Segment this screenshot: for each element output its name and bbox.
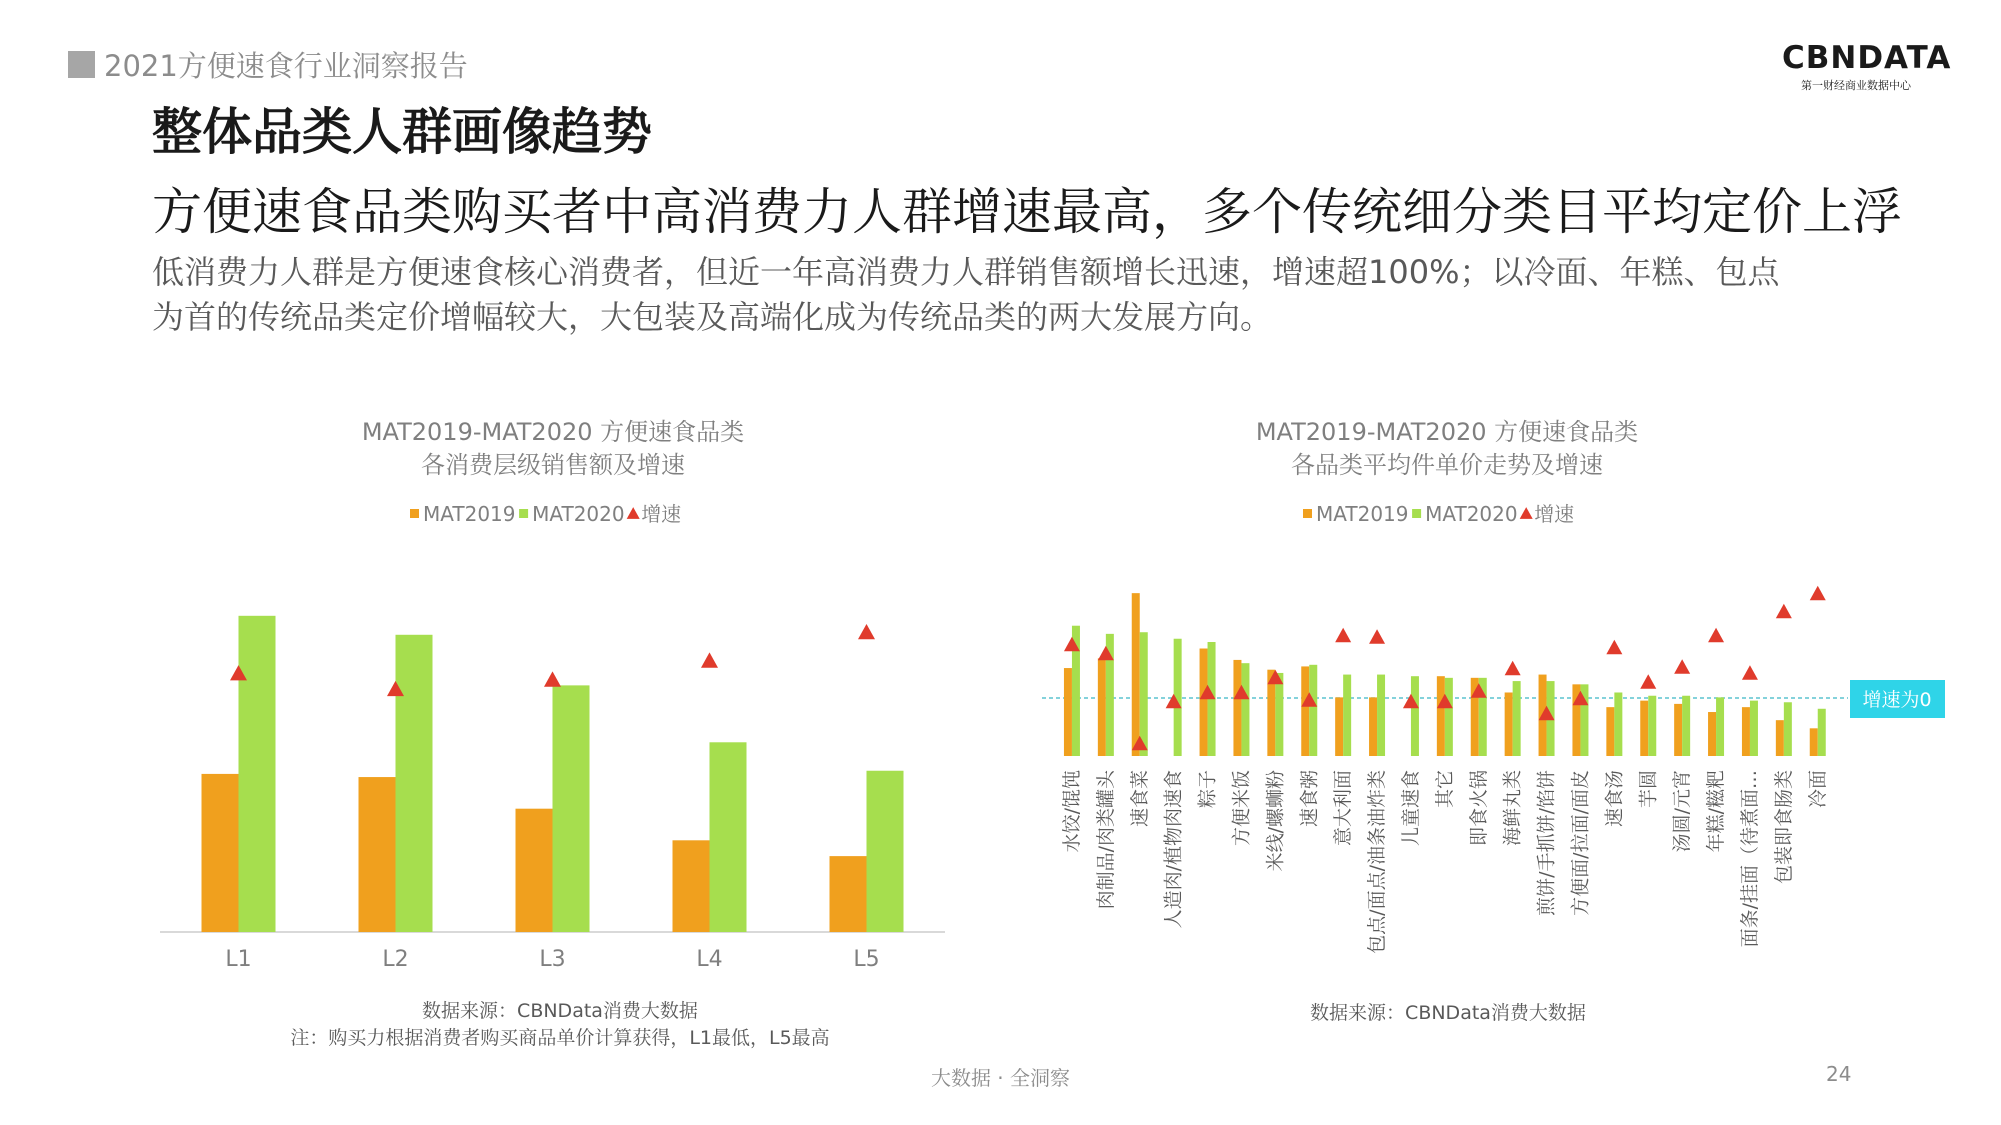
x-tick-label: 米线/螺蛳粉 <box>1264 770 1287 872</box>
bar-mat2020 <box>1343 675 1351 756</box>
bar-mat2020 <box>1241 663 1249 756</box>
bar-mat2019 <box>673 840 710 932</box>
legend-label: MAT2019 <box>1316 502 1409 526</box>
growth-marker <box>1810 586 1826 600</box>
bar-mat2019 <box>1064 668 1072 756</box>
bar-mat2019 <box>1200 649 1208 756</box>
x-tick-label: 粽子 <box>1196 770 1219 809</box>
chart-title-line: MAT2019-MAT2020 方便速食品类 <box>1255 418 1639 446</box>
logo-sub-text: 第一财经商业数据中心 <box>1801 79 1911 92</box>
bar-mat2020 <box>1614 692 1622 756</box>
bar-mat2020 <box>1648 696 1656 756</box>
bar-mat2019 <box>1606 707 1614 756</box>
bar-mat2019 <box>202 774 239 932</box>
growth-marker <box>544 671 561 686</box>
x-tick-label: 速食汤 <box>1603 770 1626 828</box>
x-tick-label: 年糕/糍粑 <box>1705 770 1728 853</box>
page-heading: 整体品类人群画像趋势 <box>152 103 652 161</box>
bar-mat2019 <box>1335 697 1343 756</box>
bar-mat2019 <box>1301 666 1309 756</box>
legend-swatch <box>410 509 419 518</box>
bar-mat2019 <box>1369 697 1377 756</box>
bar-mat2019 <box>1098 658 1106 756</box>
left-chart-source <box>160 998 960 1052</box>
legend-label: MAT2020 <box>532 502 625 526</box>
x-tick-label: 人造肉/植物肉速食 <box>1162 770 1185 929</box>
x-tick-label: 儿童速食 <box>1399 770 1422 847</box>
bar-mat2020 <box>1682 696 1690 756</box>
report-title: 2021方便速食行业洞察报告 <box>104 49 468 83</box>
bar-mat2020 <box>1140 632 1148 756</box>
legend-label: 增速 <box>641 502 682 526</box>
bar-mat2020 <box>1411 676 1419 756</box>
bar-mat2019 <box>830 856 867 932</box>
x-tick-label: 速食菜 <box>1128 770 1151 828</box>
bar-mat2020 <box>710 742 747 932</box>
bar-mat2020 <box>239 616 276 932</box>
x-tick-label: 水饺/馄饨 <box>1060 770 1083 853</box>
bar-mat2020 <box>1309 665 1317 756</box>
bar-mat2020 <box>867 771 904 932</box>
bar-mat2020 <box>1513 681 1521 756</box>
bar-mat2020 <box>1445 678 1453 756</box>
x-tick-label: L1 <box>225 947 252 972</box>
page-number: 24 <box>1826 1062 1852 1086</box>
bar-mat2019 <box>1640 701 1648 756</box>
x-tick-label: L3 <box>539 947 566 972</box>
bar-mat2019 <box>1742 707 1750 756</box>
growth-marker <box>858 624 875 639</box>
bar-mat2019 <box>1708 712 1716 756</box>
x-tick-label: 速食粥 <box>1298 770 1321 828</box>
bar-mat2020 <box>396 635 433 932</box>
x-tick-label: 芋圆 <box>1637 770 1660 809</box>
growth-marker <box>1505 661 1521 675</box>
zero-growth-label: 增速为0 <box>1862 689 1932 711</box>
legend-swatch <box>1303 509 1312 518</box>
x-tick-label: 面条/挂面（待煮面… <box>1738 770 1761 948</box>
bar-mat2020 <box>1275 673 1283 756</box>
bar-mat2020 <box>1750 701 1758 756</box>
legend-swatch <box>1412 509 1421 518</box>
x-tick-label: 肉制品/肉类罐头 <box>1094 770 1117 910</box>
bar-mat2020 <box>553 685 590 932</box>
x-tick-label: 其它 <box>1433 770 1456 809</box>
growth-marker <box>1742 665 1758 679</box>
right-chart-source: 数据来源：CBNData消费大数据 <box>1310 1002 1586 1024</box>
x-tick-label: 即食火锅 <box>1467 770 1490 847</box>
bar-mat2020 <box>1377 675 1385 756</box>
x-tick-label: 包装即食肠类 <box>1772 770 1795 885</box>
x-tick-label: L2 <box>382 947 409 972</box>
bar-mat2020 <box>1784 702 1792 756</box>
growth-marker <box>1640 674 1656 688</box>
growth-marker <box>701 652 718 667</box>
x-tick-label: 煎饼/手抓饼/馅饼 <box>1535 770 1558 916</box>
growth-marker <box>1674 659 1690 673</box>
growth-marker <box>1369 629 1385 643</box>
legend-swatch <box>519 509 528 518</box>
x-tick-label: 海鲜丸类 <box>1501 770 1524 847</box>
description-line: 为首的传统品类定价增幅较大，大包装及高端化成为传统品类的两大发展方向。 <box>152 298 1273 336</box>
x-tick-label: 方便面/拉面/面皮 <box>1569 770 1592 916</box>
legend-label: MAT2019 <box>423 502 516 526</box>
x-tick-label: 冷面 <box>1806 770 1829 809</box>
bar-mat2020 <box>1818 709 1826 756</box>
bar-mat2019 <box>1132 593 1140 756</box>
bar-mat2019 <box>359 777 396 932</box>
bar-mat2019 <box>1810 728 1818 756</box>
x-tick-label: L5 <box>853 947 880 972</box>
bar-mat2020 <box>1716 697 1724 756</box>
bar-mat2019 <box>1437 676 1445 756</box>
bar-mat2019 <box>1776 720 1784 756</box>
chart-title-line: MAT2019-MAT2020 方便速食品类 <box>361 418 745 446</box>
x-tick-label: 汤圆/元宵 <box>1671 770 1694 853</box>
chart-title-line: 各品类平均件单价走势及增速 <box>1291 451 1603 479</box>
growth-marker <box>1335 628 1351 642</box>
x-tick-label: 包点/面点/油条油炸类 <box>1366 770 1389 954</box>
legend-triangle-icon <box>627 507 640 519</box>
growth-marker <box>1776 604 1792 618</box>
legend-triangle-icon <box>1520 507 1533 519</box>
growth-marker <box>1606 640 1622 654</box>
footer-tagline: 大数据 · 全洞察 <box>930 1066 1071 1090</box>
bar-mat2019 <box>1505 692 1513 756</box>
left-source-text: 数据来源：CBNData消费大数据 <box>422 1000 698 1022</box>
chart-title-line: 各消费层级销售额及增速 <box>421 451 685 479</box>
x-tick-label: 意大利面 <box>1332 770 1355 847</box>
x-tick-label: L4 <box>696 947 723 972</box>
bar-mat2019 <box>516 809 553 932</box>
bar-mat2019 <box>1674 704 1682 756</box>
description-line: 低消费力人群是方便速食核心消费者，但近一年高消费力人群销售额增长迅速，增速超100%；以冷面、年糕、包点 <box>152 253 1780 291</box>
logo-main-text: CBNDATA <box>1782 40 1952 76</box>
page-subheading: 方便速食品类购买者中高消费力人群增速最高，多个传统细分类目平均定价上浮 <box>152 183 1902 241</box>
x-tick-label: 方便米饭 <box>1230 770 1253 847</box>
bar-mat2019 <box>1233 660 1241 756</box>
left-note-text: 注：购买力根据消费者购买商品单价计算获得，L1最低，L5最高 <box>290 1027 830 1049</box>
legend-label: MAT2020 <box>1425 502 1518 526</box>
legend-label: 增速 <box>1534 502 1575 526</box>
growth-marker <box>1708 628 1724 642</box>
